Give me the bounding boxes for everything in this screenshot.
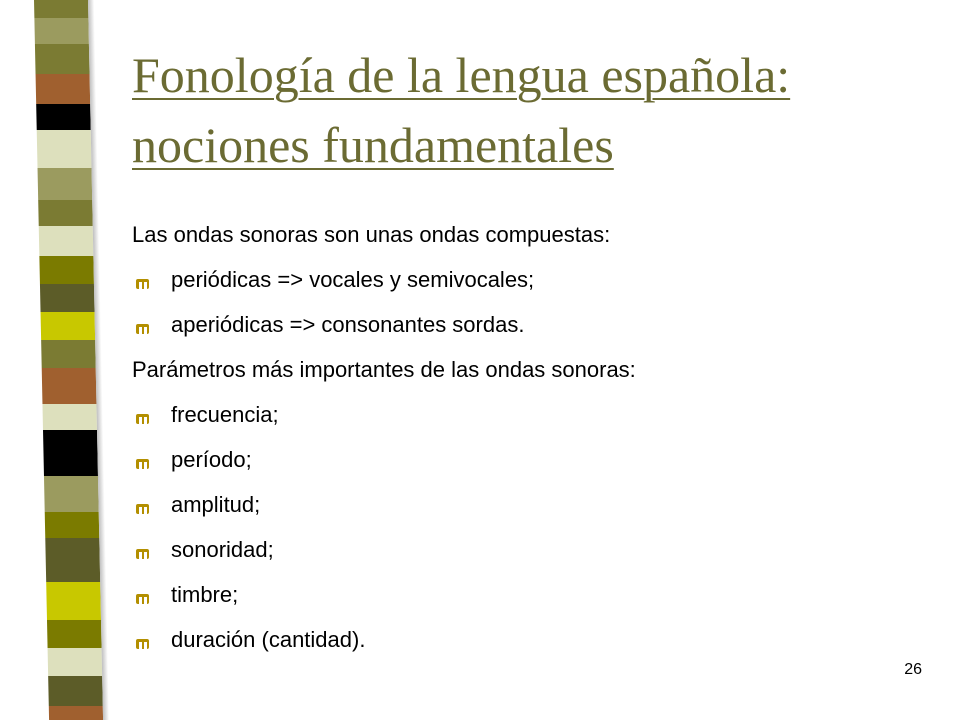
stripe-band [36,104,91,130]
list-item-parameter [132,398,922,443]
stripe-band [45,512,100,538]
title-line-1: Fonología de la lengua española: [132,47,791,103]
slide-title [132,40,932,180]
square-bullet-icon [136,639,149,649]
stripe-band [41,340,96,368]
list-item-text: duración (cantidad). [171,627,366,652]
square-bullet-icon [136,324,149,334]
stripe-band [40,284,95,312]
stripe-band [49,706,103,720]
stripe-band [45,538,100,582]
stripe-band [34,18,89,44]
list-item-wave-aperiodic [132,308,922,353]
intro-waves: Las ondas sonoras son unas ondas compuestas: [132,222,611,247]
list-item-text: sonoridad; [171,537,274,562]
list-item-text: frecuencia; [171,402,279,427]
square-bullet-icon [136,504,149,514]
stripe-band [47,620,102,648]
list-item-parameter [132,443,922,488]
square-bullet-icon [136,279,149,289]
list-item-text: período; [171,447,252,472]
stripe-band [39,256,94,284]
stripe-band [35,44,90,74]
list-item-parameter [132,623,922,668]
list-item-text: timbre; [171,582,239,607]
list-item-wave-periodic [132,263,922,308]
page-number: 26 [904,661,922,678]
intro-parameters: Parámetros más importantes de las ondas sonoras: [132,357,636,382]
stripe-band [43,430,98,476]
stripe-band [37,130,92,168]
square-bullet-icon [136,549,149,559]
list-item-parameter [132,578,922,623]
list-item-text: amplitud; [171,492,261,517]
title-line-2: nociones fundamentales [132,117,614,173]
square-bullet-icon [136,414,149,424]
stripe-band [48,676,103,706]
stripe-band [46,582,101,620]
square-bullet-icon [136,594,149,604]
stripe-band [48,648,103,676]
list-item-parameter [132,533,922,578]
stripe-band [36,74,91,104]
list-item-parameter [132,488,922,533]
stripe-band [41,312,96,340]
stripe-band [34,0,88,18]
list-item-text: aperiódicas => consonantes sordas. [171,312,525,337]
stripe-band [42,404,97,430]
stripe-band [44,476,99,512]
stripe-band [38,200,93,226]
decorative-stripe [0,0,120,720]
square-bullet-icon [136,459,149,469]
stripe-band [39,226,94,256]
stripe-band [42,368,97,404]
stripe-band [38,168,93,200]
list-item-text: periódicas => vocales y semivocales; [171,267,535,292]
slide-body [132,218,922,668]
